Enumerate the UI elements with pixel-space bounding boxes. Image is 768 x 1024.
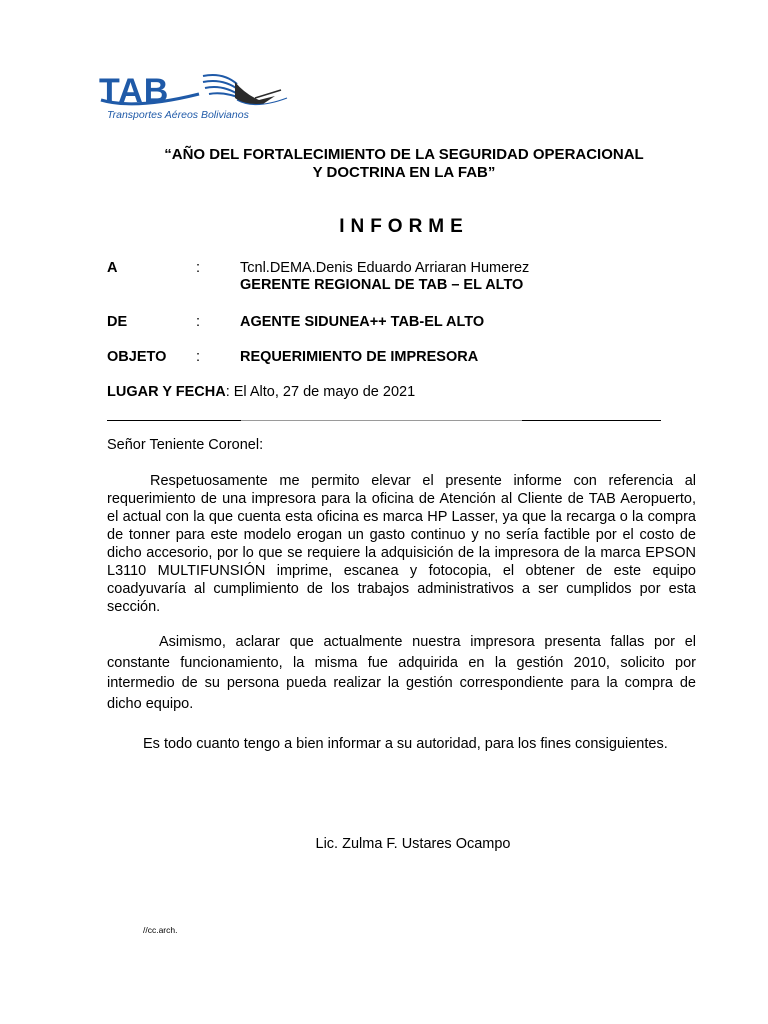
field-colon-a: : — [196, 260, 201, 276]
place-date-value: : El Alto, 27 de mayo de 2021 — [225, 384, 416, 400]
body-paragraph-1: Respetuosamente me permito elevar el presente informe con referencia al requerimiento de una impresora para la oficina de Atención al Cliente de TAB Aeropuerto, el actual con la que cuenta esta oficina es marca HP Lasser, ya que la recarga o la compra de tonner para este modelo erogan un gasto continuo y no sería factible por el costo de dicho accesorio, por lo que se requiere la adquisición de la impresora de la marca EPSON L3110 MULTIFUNSIÓN imprime, escanea y fotocopia, el obtener de este equipo coadyuvaría al cumplimiento de los trabajos administrativos a ser cumplidos por esta sección. — [107, 473, 696, 615]
body-paragraph-3: Es todo cuanto tengo a bien informar a su autoridad, para los fines consiguientes. — [143, 736, 668, 752]
field-label-de: DE — [107, 314, 128, 330]
separator-rule-left — [107, 420, 241, 421]
field-colon-de: : — [196, 314, 201, 330]
separator-rule-middle — [241, 420, 522, 421]
motto-line-2: Y DOCTRINA EN LA FAB” — [312, 164, 496, 181]
body-paragraph-2: Asimismo, aclarar que actualmente nuestra impresora presenta fallas por el constante funcionamiento, la misma fue adquirida en la gestión 2010, solicito por intermedio de su persona pueda realizar la gestión correspondiente para la compra de dicho equipo. — [107, 634, 696, 712]
sender-value: AGENTE SIDUNEA++ TAB-EL ALTO — [240, 314, 485, 330]
separator-rule-right — [522, 420, 661, 421]
document-title: INFORME — [339, 216, 469, 237]
tab-logo — [95, 70, 290, 126]
subject-value: REQUERIMIENTO DE IMPRESORA — [240, 349, 479, 365]
salutation: Señor Teniente Coronel: — [107, 437, 264, 453]
field-label-lugar: LUGAR Y FECHA — [107, 384, 226, 400]
recipient-name: Tcnl.DEMA.Denis Eduardo Arriaran Humerez — [240, 260, 530, 276]
motto-line-1: “AÑO DEL FORTALECIMIENTO DE LA SEGURIDAD OPERACIONAL — [164, 146, 644, 163]
field-label-objeto: OBJETO — [107, 349, 167, 365]
field-label-a: A — [107, 260, 118, 276]
condor-bird-icon — [95, 70, 290, 126]
cc-archive-note: //cc.arch. — [143, 925, 178, 935]
recipient-title: GERENTE REGIONAL DE TAB – EL ALTO — [240, 277, 524, 293]
logo-wordmark: TAB — [99, 72, 170, 110]
field-colon-objeto: : — [196, 349, 201, 365]
signature-name: Lic. Zulma F. Ustares Ocampo — [315, 836, 511, 852]
logo-subtitle: Transportes Aéreos Bolivianos — [107, 109, 249, 121]
place-date-line — [107, 383, 415, 401]
